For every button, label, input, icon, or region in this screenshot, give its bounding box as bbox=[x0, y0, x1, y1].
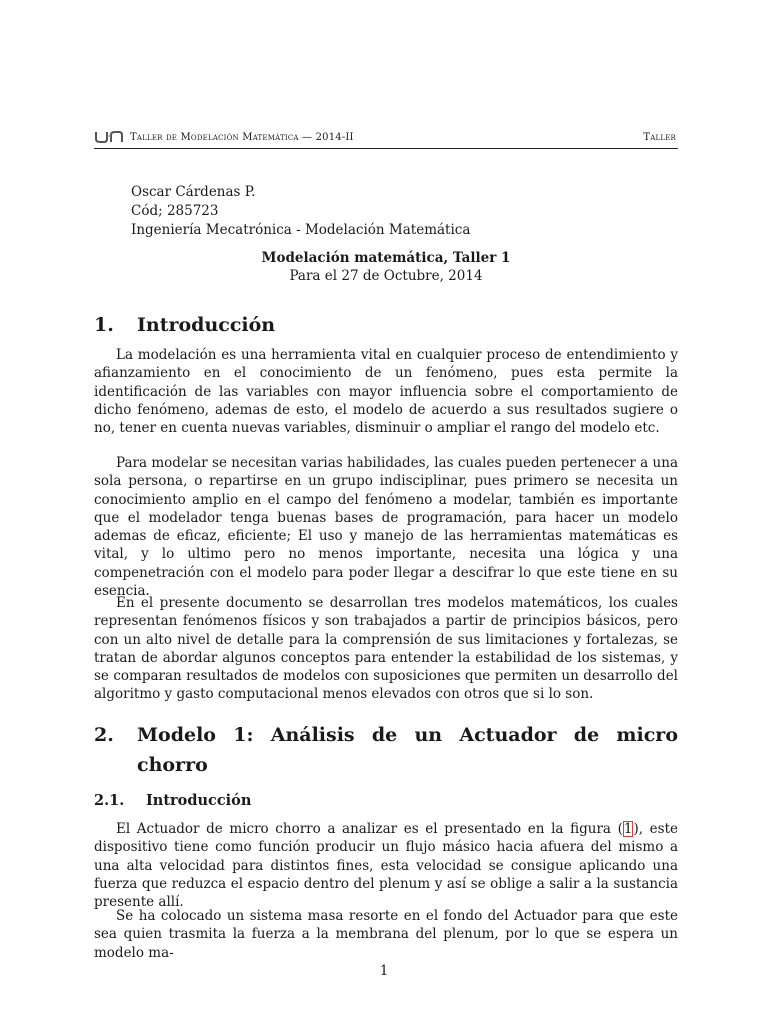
section-1-paragraph bbox=[94, 346, 678, 437]
section-title: Modelo 1: Análisis de un Actuador de micro chorro bbox=[137, 724, 678, 776]
section-2 bbox=[94, 720, 678, 780]
header-right-label: Taller bbox=[643, 132, 676, 143]
paragraph: En el presente documento se desarrollan tres modelos matemáticos, los cuales representan fenómenos físicos y son trabajados a partir de principios básicos, pero con un alto nivel de detalle para la comprensión de sus limitaciones y fortalezas, se tratan de abordar algunos conceptos para entender la estabilidad de los sistemas, y se comparan resultados de modelos con suposiciones que permiten un desarrollo del algoritmo y gasto computacional menos elevados con otros que si lo son. bbox=[94, 595, 678, 703]
figure-reference-link[interactable]: 1 bbox=[623, 821, 633, 837]
subsection-2-1 bbox=[94, 791, 678, 811]
subsection-2-1-paragraph bbox=[94, 907, 678, 962]
subsection-title: Introducción bbox=[146, 792, 252, 809]
section-title: Introducción bbox=[137, 314, 276, 336]
paragraph: La modelación es una herramienta vital en cualquier proceso de entendimiento y afianzamiento en el conocimiento de un fenómeno, pues esta permite la identificación de las variables con mayor influencia sobre el comportamiento de dicho fenómeno, ademas de esto, el modelo de acuerdo a sus resultados sugiere o no, tener en cuenta nuevas variables, disminuir o ampliar el rango del modelo etc. bbox=[94, 347, 678, 437]
section-heading bbox=[94, 310, 678, 340]
author-name: Oscar Cárdenas P. bbox=[131, 184, 256, 200]
paragraph-text: El Actuador de micro chorro a analizar es el presentado en la figura ( bbox=[116, 821, 623, 837]
paragraph: Para modelar se necesitan varias habilidades, las cuales pueden pertenecer a una sola persona, o repartirse en un grupo indisciplinar, pues primero se necesita un conocimiento amplio en el campo del fenómeno a modelar, también es importante que el modelador tenga buenas bases de programación, para hacer un modelo ademas de eficaz, eficiente; El uso y manejo de las herramientas matemáticas es vital, y lo ultimo pero no menos importante, necesita una lógica y una compenetración con el modelo para poder llegar a descifrar lo que este tiene en su esencia. bbox=[94, 455, 678, 600]
author-code: Cód; 285723 bbox=[131, 203, 219, 219]
paragraph: Se ha colocado un sistema masa resorte en el fondo del Actuador para que este sea quien trasmita la fuerza a la membrana del plenum, por lo que se espera un modelo ma- bbox=[94, 908, 678, 961]
university-logo-icon bbox=[94, 130, 126, 144]
author-program: Ingeniería Mecatrónica - Modelación Matemática bbox=[131, 222, 471, 238]
section-1-paragraph bbox=[94, 594, 678, 704]
document-title: Modelación matemática, Taller 1 bbox=[261, 250, 511, 266]
subsection-number: 2.1. bbox=[94, 792, 125, 809]
page-number: 1 bbox=[379, 963, 389, 979]
section-number: 1. bbox=[94, 314, 114, 336]
paragraph-text: ), este dispositivo tiene como función producir un flujo másico hacia afuera del mismo a una alta velocidad para distintos fines, esta velocidad se consigue aplicando una fuerza que reduzca el espacio dentro del plenum y así se oblige a salir a la sustancia presente allí. bbox=[94, 821, 678, 911]
subsection-heading bbox=[94, 791, 678, 811]
author-block bbox=[131, 183, 470, 240]
document-title-block bbox=[94, 249, 678, 285]
document-date: Para el 27 de Octubre, 2014 bbox=[289, 268, 483, 284]
section-1-paragraph bbox=[94, 454, 678, 600]
paragraph bbox=[94, 820, 678, 911]
page-header bbox=[94, 130, 678, 149]
subsection-2-1-paragraph bbox=[94, 820, 678, 911]
section-1 bbox=[94, 310, 678, 340]
section-number: 2. bbox=[94, 724, 114, 746]
section-heading bbox=[94, 720, 678, 780]
header-title: Taller de Modelación Matemática — 2014-II bbox=[130, 132, 354, 143]
